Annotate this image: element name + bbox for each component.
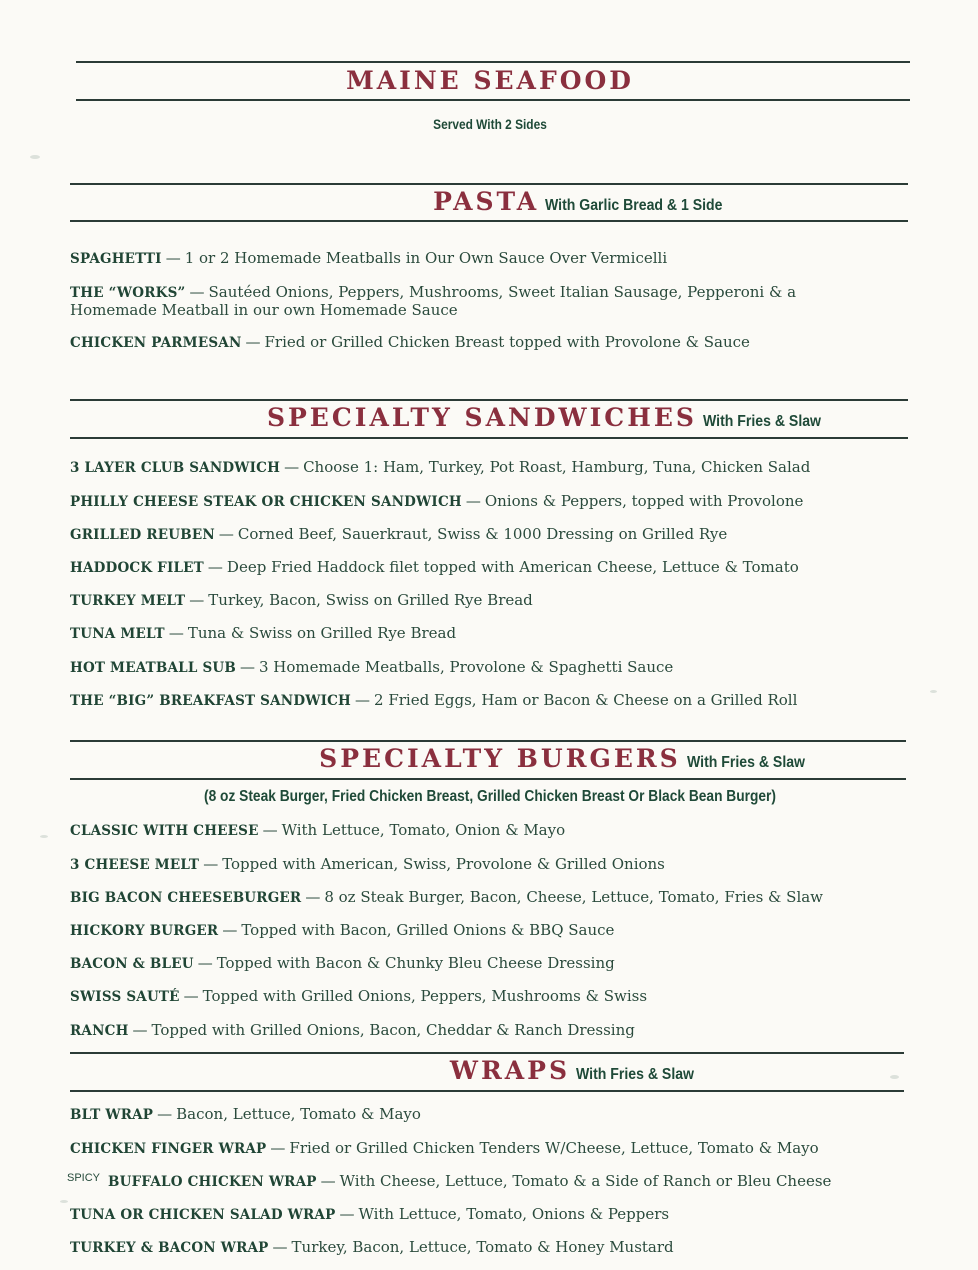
wraps-title: WRAPS: [449, 1056, 570, 1085]
item-desc: Choose 1: Ham, Turkey, Pot Roast, Hamburg, Tuna, Chicken Salad: [303, 458, 811, 476]
item-desc: 3 Homemade Meatballs, Provolone & Spaghetti Sauce: [258, 658, 674, 676]
menu-item: TURKEY & BACON WRAP — Turkey, Bacon, Lettuce, Tomato & Honey Mustard: [70, 1238, 674, 1256]
divider-rule: [70, 778, 906, 780]
menu-item: HADDOCK FILET — Deep Fried Haddock filet topped with American Cheese, Lettuce & Tomato: [70, 558, 799, 576]
divider-rule: [70, 1090, 904, 1092]
divider-rule: [70, 220, 908, 222]
item-desc: Bacon, Lettuce, Tomato & Mayo: [176, 1105, 421, 1123]
menu-item: TURKEY MELT — Turkey, Bacon, Swiss on Grilled Rye Bread: [70, 591, 533, 609]
paper-speck: [890, 1075, 899, 1079]
menu-item: HICKORY BURGER — Topped with Bacon, Grilled Onions & BBQ Sauce: [70, 921, 615, 939]
section-title-wraps: [160, 1056, 978, 1085]
paper-speck: [930, 690, 937, 693]
menu-item: $^{SPICY}$ BUFFALO CHICKEN WRAP — With Cheese, Lettuce, Tomato & a Side of Ranch or Bleu Cheese: [67, 1172, 832, 1190]
menu-item: 3 CHEESE MELT — Topped with American, Swiss, Provolone & Grilled Onions: [70, 855, 665, 873]
burgers-note: (8 oz Steak Burger, Fried Chicken Breast, Grilled Chicken Breast Or Black Bean Burger): [203, 788, 776, 805]
menu-item: SPAGHETTI — 1 or 2 Homemade Meatballs in Our Own Sauce Over Vermicelli: [70, 249, 668, 267]
item-desc: Tuna & Swiss on Grilled Rye Bread: [187, 624, 457, 642]
sandwiches-title: SPECIALTY SANDWICHES: [266, 403, 697, 432]
paper-speck: [30, 155, 40, 159]
item-desc: Corned Beef, Sauerkraut, Swiss & 1000 Dressing on Grilled Rye: [237, 525, 728, 543]
item-name: BLT WRAP: [70, 1107, 154, 1123]
item-name: GRILLED REUBEN: [70, 527, 215, 543]
item-desc: Topped with American, Swiss, Provolone & Grilled Onions: [222, 855, 665, 873]
item-desc: Sautéed Onions, Peppers, Mushrooms, Sweet Italian Sausage, Pepperoni & a Homemade Meatball in our own Homemade Sauce: [70, 283, 797, 319]
item-name: HICKORY BURGER: [70, 923, 219, 939]
section-title-sandwiches: [132, 403, 972, 432]
item-name: HADDOCK FILET: [70, 560, 204, 576]
section-title-burgers: [150, 744, 978, 773]
menu-item: CHICKEN PARMESAN — Fried or Grilled Chicken Breast topped with Provolone & Sauce: [70, 333, 750, 351]
item-desc: Turkey, Bacon, Lettuce, Tomato & Honey Mustard: [291, 1238, 674, 1256]
item-name: CLASSIC WITH CHEESE: [70, 823, 259, 839]
item-name: BUFFALO CHICKEN WRAP: [108, 1174, 317, 1190]
divider-rule: [70, 183, 908, 185]
section-title-seafood: [70, 66, 910, 95]
item-name: CHICKEN FINGER WRAP: [70, 1141, 267, 1157]
menu-item: BACON & BLEU — Topped with Bacon & Chunky Bleu Cheese Dressing: [70, 954, 615, 972]
item-desc: Fried or Grilled Chicken Breast topped with Provolone & Sauce: [264, 333, 750, 351]
burgers-subtitle: With Fries & Slaw: [686, 754, 805, 771]
menu-item: TUNA OR CHICKEN SALAD WRAP — With Lettuce, Tomato, Onions & Peppers: [70, 1205, 670, 1223]
burgers-title: SPECIALTY BURGERS: [319, 744, 681, 773]
divider-rule: [76, 61, 910, 63]
item-desc: 8 oz Steak Burger, Bacon, Cheese, Lettuce, Tomato, Fries & Slaw: [324, 888, 824, 906]
divider-rule: [70, 1052, 904, 1054]
menu-item: RANCH — Topped with Grilled Onions, Bacon, Cheddar & Ranch Dressing: [70, 1021, 635, 1039]
item-name: SWISS SAUTÉ: [70, 989, 180, 1005]
item-name: THE “WORKS”: [70, 285, 186, 301]
divider-rule: [76, 99, 910, 101]
item-name: TURKEY & BACON WRAP: [70, 1240, 269, 1256]
item-desc: 1 or 2 Homemade Meatballs in Our Own Sauce Over Vermicelli: [184, 249, 668, 267]
item-desc: Topped with Grilled Onions, Bacon, Cheddar & Ranch Dressing: [151, 1021, 635, 1039]
sandwiches-subtitle: With Fries & Slaw: [702, 413, 821, 430]
paper-speck: [60, 1200, 68, 1203]
menu-item: TUNA MELT — Tuna & Swiss on Grilled Rye Bread: [70, 624, 457, 642]
item-desc: Fried or Grilled Chicken Tenders W/Cheese, Lettuce, Tomato & Mayo: [289, 1139, 819, 1157]
item-desc: Deep Fried Haddock filet topped with American Cheese, Lettuce & Tomato: [226, 558, 799, 576]
item-desc: Topped with Bacon & Chunky Bleu Cheese Dressing: [216, 954, 615, 972]
menu-item: HOT MEATBALL SUB — 3 Homemade Meatballs, Provolone & Spaghetti Sauce: [70, 658, 674, 676]
item-desc: 2 Fried Eggs, Ham or Bacon & Cheese on a Grilled Roll: [374, 691, 798, 709]
item-desc: With Cheese, Lettuce, Tomato & a Side of Ranch or Bleu Cheese: [339, 1172, 832, 1190]
divider-rule: [70, 399, 908, 401]
item-desc: With Lettuce, Tomato, Onions & Peppers: [358, 1205, 670, 1223]
spicy-label: SPICY: [67, 1172, 101, 1184]
item-name: RANCH: [70, 1023, 129, 1039]
item-desc: With Lettuce, Tomato, Onion & Mayo: [281, 821, 566, 839]
menu-item: BLT WRAP — Bacon, Lettuce, Tomato & Mayo: [70, 1105, 421, 1123]
item-name: TUNA OR CHICKEN SALAD WRAP: [70, 1207, 336, 1223]
menu-item: PHILLY CHEESE STEAK OR CHICKEN SANDWICH — Onions & Peppers, topped with Provolone: [70, 492, 804, 510]
menu-item: BIG BACON CHEESEBURGER — 8 oz Steak Burger, Bacon, Cheese, Lettuce, Tomato, Fries & Slaw: [70, 888, 824, 906]
item-name: 3 CHEESE MELT: [70, 857, 200, 873]
wraps-subtitle: With Fries & Slaw: [576, 1066, 695, 1083]
item-name: THE “BIG” BREAKFAST SANDWICH: [70, 693, 352, 709]
item-name: BIG BACON CHEESEBURGER: [70, 890, 302, 906]
menu-item: THE “BIG” BREAKFAST SANDWICH — 2 Fried Eggs, Ham or Bacon & Cheese on a Grilled Roll: [70, 691, 798, 709]
item-name: TUNA MELT: [70, 626, 165, 642]
menu-item: CHICKEN FINGER WRAP — Fried or Grilled Chicken Tenders W/Cheese, Lettuce, Tomato & Mayo: [70, 1139, 819, 1157]
item-desc: Topped with Grilled Onions, Peppers, Mushrooms & Swiss: [202, 987, 648, 1005]
item-name: SPAGHETTI: [70, 251, 162, 267]
pasta-subtitle: With Garlic Bread & 1 Side: [545, 197, 723, 214]
menu-item: THE “WORKS” — Sautéed Onions, Peppers, Mushrooms, Sweet Italian Sausage, Pepperoni & a Homemade Meatball in our own Homemade Sauce: [70, 283, 797, 319]
item-desc: Topped with Bacon, Grilled Onions & BBQ Sauce: [241, 921, 615, 939]
menu-item: 3 LAYER CLUB SANDWICH — Choose 1: Ham, Turkey, Pot Roast, Hamburg, Tuna, Chicken Salad: [70, 458, 811, 476]
section-title-pasta: [170, 187, 978, 216]
item-desc: Onions & Peppers, topped with Provolone: [484, 492, 804, 510]
seafood-title: MAINE SEAFOOD: [346, 66, 634, 95]
item-name: PHILLY CHEESE STEAK OR CHICKEN SANDWICH: [70, 494, 462, 510]
item-name: BACON & BLEU: [70, 956, 194, 972]
item-name: 3 LAYER CLUB SANDWICH: [70, 460, 281, 476]
menu-item: CLASSIC WITH CHEESE — With Lettuce, Tomato, Onion & Mayo: [70, 821, 566, 839]
divider-rule: [70, 437, 908, 439]
item-name: CHICKEN PARMESAN: [70, 335, 242, 351]
menu-item: SWISS SAUTÉ — Topped with Grilled Onions, Peppers, Mushrooms & Swiss: [70, 987, 648, 1005]
divider-rule: [70, 740, 906, 742]
seafood-note: Served With 2 Sides: [433, 116, 547, 132]
item-name: HOT MEATBALL SUB: [70, 660, 236, 676]
item-name: TURKEY MELT: [70, 593, 186, 609]
menu-item: GRILLED REUBEN — Corned Beef, Sauerkraut, Swiss & 1000 Dressing on Grilled Rye: [70, 525, 728, 543]
item-desc: Turkey, Bacon, Swiss on Grilled Rye Bread: [208, 591, 533, 609]
pasta-title: PASTA: [433, 187, 540, 216]
paper-speck: [40, 835, 48, 838]
